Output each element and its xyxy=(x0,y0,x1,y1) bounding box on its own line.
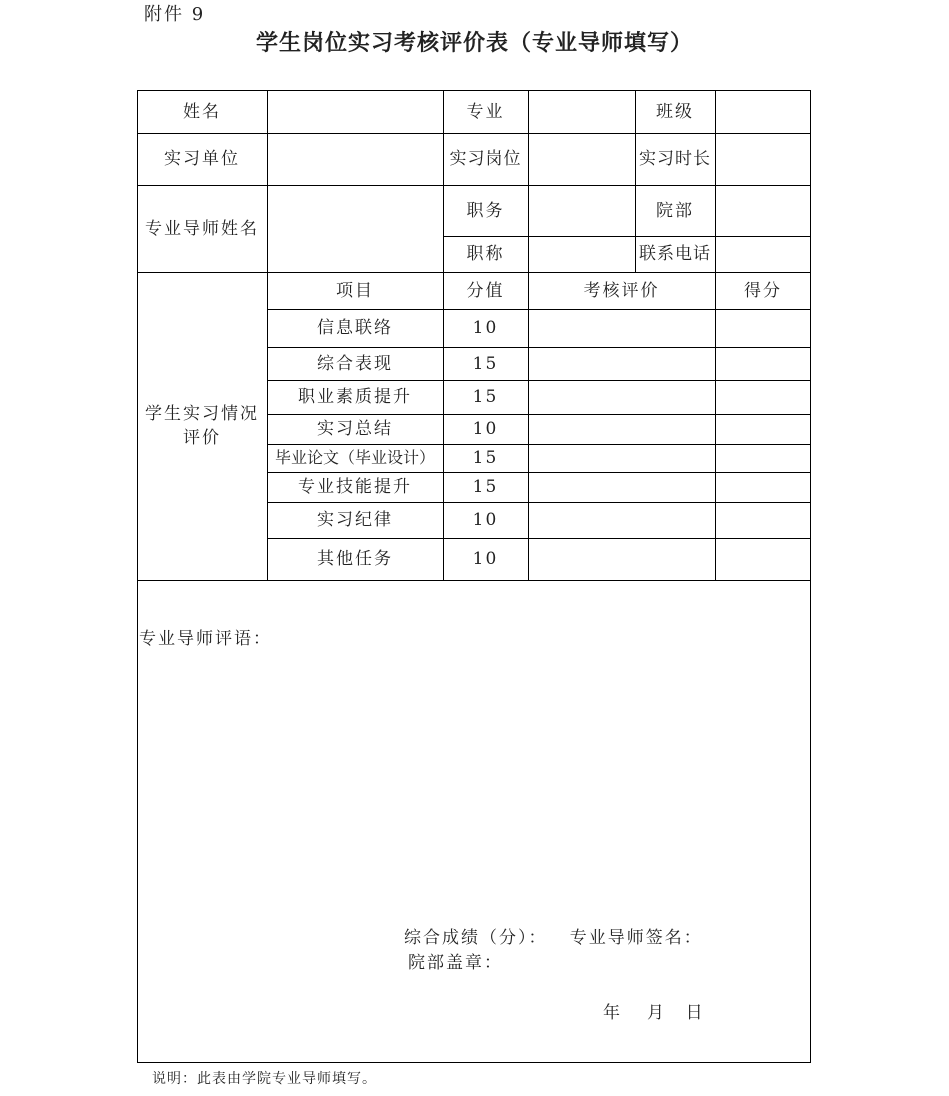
form-title: 学生岗位实习考核评价表（专业导师填写） xyxy=(255,30,693,56)
value-cell: 10 xyxy=(472,510,499,530)
footer-note: 说明：此表由学院专业导师填写。 xyxy=(152,1071,377,1087)
evaluation-section-label: 学生实习情况评价 xyxy=(145,404,259,448)
review-field[interactable] xyxy=(529,473,715,502)
value-cell: 10 xyxy=(472,549,499,569)
title-field[interactable] xyxy=(529,236,635,272)
phone-field[interactable] xyxy=(716,236,811,272)
phone-label: 联系电话 xyxy=(639,244,711,264)
item-cell: 毕业论文（毕业设计） xyxy=(274,448,435,467)
score-field[interactable] xyxy=(716,348,811,380)
item-cell: 实习纪律 xyxy=(317,510,393,530)
name-label: 姓名 xyxy=(183,101,221,122)
item-cell: 信息联络 xyxy=(317,318,393,338)
header-item: 项目 xyxy=(336,280,374,301)
major-label: 专业 xyxy=(466,101,505,122)
class-field[interactable] xyxy=(716,90,811,133)
score-field[interactable] xyxy=(716,503,811,538)
department-label: 院部 xyxy=(656,200,694,221)
item-cell: 综合表现 xyxy=(317,353,393,374)
name-field[interactable] xyxy=(268,90,443,133)
class-label: 班级 xyxy=(656,101,694,122)
attachment-label: 附件 9 xyxy=(144,4,206,25)
score-field[interactable] xyxy=(716,539,811,580)
mentor-name-field[interactable] xyxy=(268,185,443,272)
score-field[interactable] xyxy=(716,310,811,347)
major-field[interactable] xyxy=(529,90,635,133)
score-field[interactable] xyxy=(716,445,811,472)
review-field[interactable] xyxy=(529,415,715,444)
mentor-name-label: 专业导师姓名 xyxy=(145,218,259,239)
mentor-comment-area[interactable] xyxy=(140,650,808,910)
department-seal-label: 院部盖章： xyxy=(408,953,503,973)
review-field[interactable] xyxy=(529,503,715,538)
mentor-comment-label: 专业导师评语： xyxy=(139,629,272,649)
value-cell: 15 xyxy=(472,477,499,497)
post-label: 实习岗位 xyxy=(449,149,522,169)
total-score-signature-line: 综合成绩（分）： 专业导师签名： xyxy=(404,928,703,948)
duty-field[interactable] xyxy=(529,185,635,236)
post-field[interactable] xyxy=(529,133,635,185)
date-line: 年 月 日 xyxy=(603,1003,703,1023)
duty-label: 职务 xyxy=(466,200,505,221)
score-field[interactable] xyxy=(716,473,811,502)
unit-field[interactable] xyxy=(268,133,443,185)
review-field[interactable] xyxy=(529,348,715,380)
table-rule xyxy=(137,580,811,581)
item-cell: 实习总结 xyxy=(317,419,393,439)
review-field[interactable] xyxy=(529,539,715,580)
score-field[interactable] xyxy=(716,381,811,414)
department-field[interactable] xyxy=(716,185,811,236)
review-field[interactable] xyxy=(529,445,715,472)
review-field[interactable] xyxy=(529,381,715,414)
unit-label: 实习单位 xyxy=(164,149,240,169)
header-review: 考核评价 xyxy=(583,280,660,301)
duration-field[interactable] xyxy=(716,133,811,185)
duration-label: 实习时长 xyxy=(639,149,711,169)
header-score-value: 分值 xyxy=(466,280,505,301)
value-cell: 10 xyxy=(472,419,499,439)
item-cell: 职业素质提升 xyxy=(298,387,412,407)
review-field[interactable] xyxy=(529,310,715,347)
value-cell: 10 xyxy=(472,318,499,338)
value-cell: 15 xyxy=(472,353,499,374)
title-label: 职称 xyxy=(466,244,505,264)
value-cell: 15 xyxy=(472,448,499,468)
header-score: 得分 xyxy=(744,280,782,301)
value-cell: 15 xyxy=(472,387,499,407)
item-cell: 专业技能提升 xyxy=(298,477,412,497)
score-field[interactable] xyxy=(716,415,811,444)
item-cell: 其他任务 xyxy=(317,549,393,569)
